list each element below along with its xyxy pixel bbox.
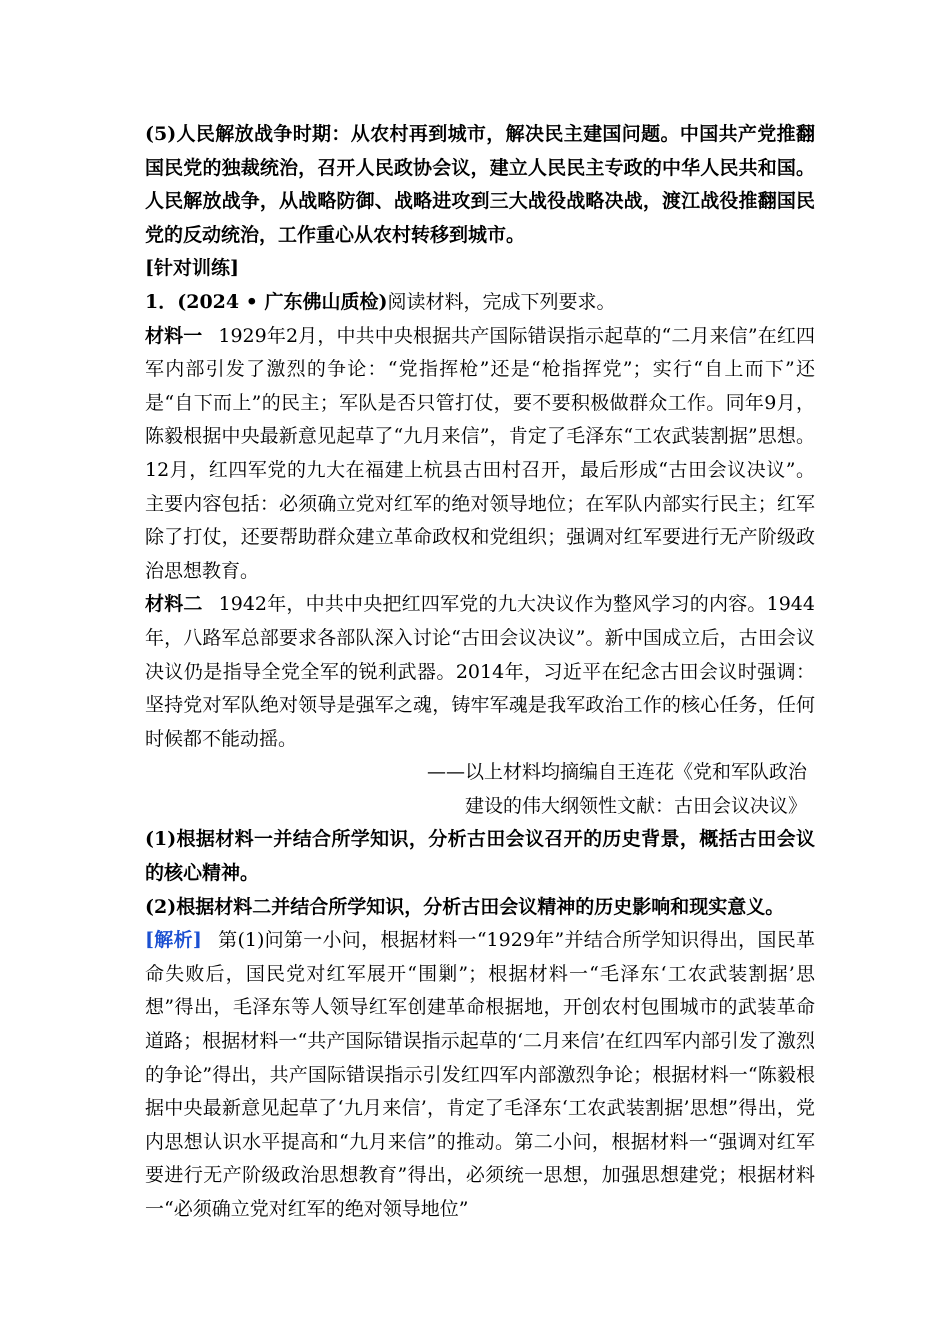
material-2 (145, 588, 815, 756)
material-1-label: 材料一 (145, 324, 203, 347)
sub-question-1: (1)根据材料一并结合所学知识，分析古田会议召开的历史背景，概括古田会议的核心精神。 (145, 828, 815, 885)
analysis-label: [解析] (145, 929, 202, 952)
material-1-text: 1929年2月，中共中央根据共产国际错误指示起草的“二月来信”在红四军内部引发了激烈的争论：“党指挥枪”还是“枪指挥党”；实行“自上而下”还是“自下而上”的民主；军队是否只管打仗，要不要积极做群众工作。同年9月，陈毅根据中央最新意见起草了“九月来信”，肯定了毛泽东“工农武装割据”思想。12月，红四军党的九大在福建上杭县古田村召开，最后形成“古田会议决议”。主要内容包括：必须确立党对红军的绝对领导地位；在军队内部实行民主；红军除了打仗，还要帮助群众建立革命政权和党组织；强调对红军要进行无产阶级政治思想教育。 (145, 324, 815, 582)
analysis-paragraph (145, 924, 815, 1226)
document-body (145, 118, 815, 1227)
section-heading: [针对训练] (145, 257, 239, 280)
question-source: (2024 • 广东佛山质检) (177, 290, 388, 313)
analysis-text: 第(1)问第一小问，根据材料一“1929年”并结合所学知识得出，国民革命失败后，国民党对红军展开“围剿”；根据材料一“毛泽东‘工农武装割据’思想”得出，毛泽东等人领导红军创建革命根据地，开创农村包围城市的武装革命道路；根据材料一“共产国际错误指示起草的‘二月来信’在红四军内部引发了激烈的争论”得出，共产国际错误指示引发红四军内部激烈争论；根据材料一“陈毅根据中央最新意见起草了‘九月来信’，肯定了毛泽东‘工农武装割据’思想”得出，党内思想认识水平提高和“九月来信”的推动。第二小问，根据材料一“强调对红军要进行无产阶级政治思想教育”得出，必须统一思想，加强思想建党；根据材料一“必须确立党对红军的绝对领导地位” (145, 929, 815, 1220)
material-1 (145, 320, 815, 589)
sub-question-2: (2)根据材料二并结合所学知识，分析古田会议精神的历史影响和现实意义。 (145, 895, 785, 918)
material-2-text: 1942年，中共中央把红四军党的九大决议作为整风学习的内容。1944年，八路军总部要求各部队深入讨论“古田会议决议”。新中国成立后，古田会议决议仍是指导全党全军的锐利武器。2014年，习近平在纪念古田会议时强调：坚持党对军队绝对领导是强军之魂，铸牢军魂是我军政治工作的核心任务，任何时候都不能动摇。 (145, 593, 815, 750)
source-citation-line-2: 建设的伟大纲领性文献：古田会议决议》 (464, 794, 807, 817)
material-2-label: 材料二 (145, 593, 203, 616)
question-heading (145, 286, 815, 320)
question-prompt: 阅读材料，完成下列要求。 (387, 290, 616, 313)
source-citation-line-1: ——以上材料均摘编自王连花《党和军队政治 (426, 761, 807, 784)
summary-paragraph: (5)人民解放战争时期：从农村再到城市，解决民主建国问题。中国共产党推翻国民党的独裁统治，召开人民政协会议，建立人民民主专政的中华人民共和国。人民解放战争，从战略防御、战略进攻到三大战役战略决战，渡江战役推翻国民党的反动统治，工作重心从农村转移到城市。 (145, 123, 815, 246)
question-number: 1． (145, 290, 178, 313)
